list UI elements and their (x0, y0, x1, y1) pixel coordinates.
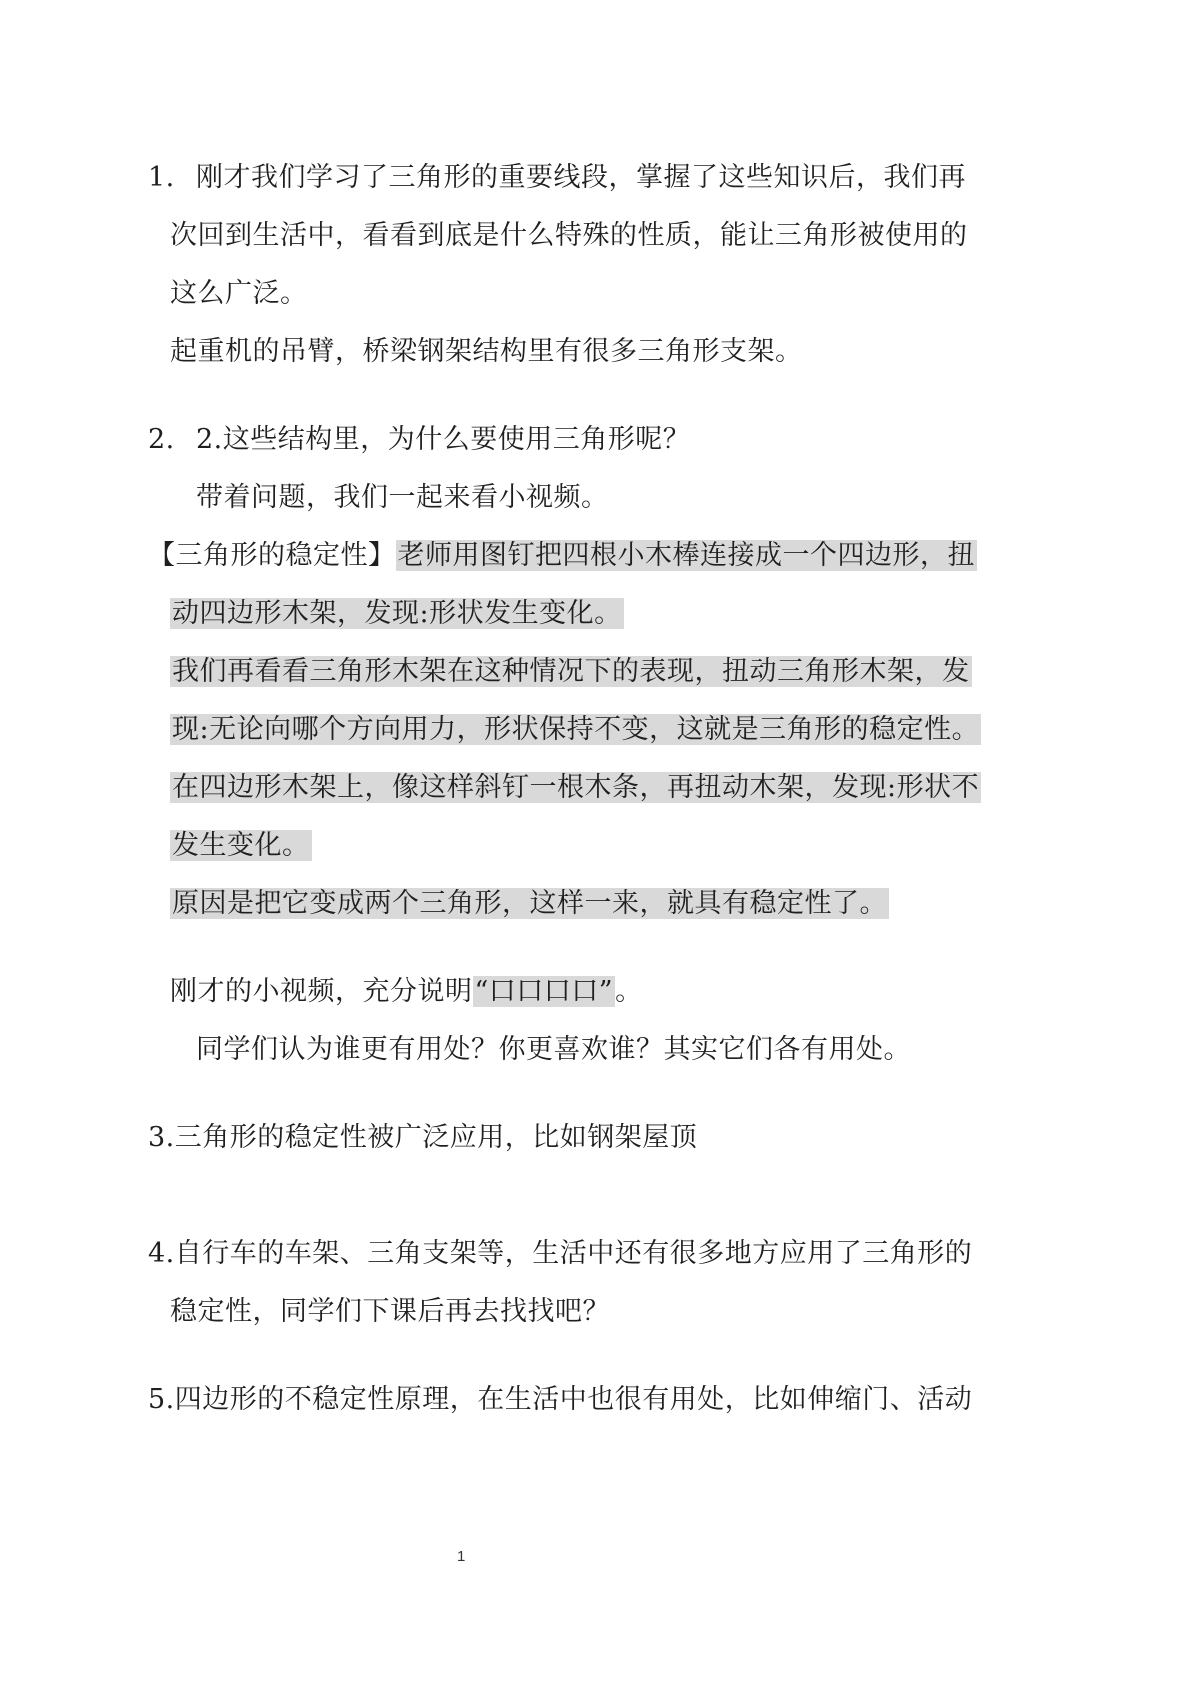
item-1-line-3: 这么广泛。 (170, 278, 308, 309)
highlighted-text: 动四边形木架，发现:形状发生变化。 (172, 598, 622, 629)
stability-block-line-2 (170, 596, 624, 632)
item-4-line-1: 4.自行车的车架、三角支架等，生活中还有很多地方应用了三角形的 (148, 1238, 973, 1269)
item-1-sub: 起重机的吊臂，桥梁钢架结构里有很多三角形支架。 (170, 336, 803, 367)
video-summary-suffix: 。 (615, 976, 643, 1007)
highlighted-text: 发生变化。 (172, 830, 310, 861)
stability-block-line-3 (170, 654, 972, 690)
item-2-number: 2. (148, 424, 175, 455)
video-summary-quote: “口口口口” (474, 976, 614, 1007)
highlighted-text: 在四边形木架上，像这样斜钉一根木条，再扭动木架，发现:形状不 (172, 772, 980, 803)
highlighted-text: 现:无论向哪个方向用力，形状保持不变，这就是三角形的稳定性。 (172, 714, 980, 745)
item-3: 3.三角形的稳定性被广泛应用，比如钢架屋顶 (148, 1122, 698, 1153)
stability-block-line-7 (170, 886, 889, 922)
page-number: 1 (457, 1548, 466, 1565)
stability-block-line-1 (148, 538, 977, 574)
video-summary-prefix: 刚才的小视频，充分说明 (170, 976, 473, 1007)
item-1-line-1: 刚才我们学习了三角形的重要线段，掌握了这些知识后，我们再 (196, 162, 966, 193)
stability-heading: 【三角形的稳定性】 (148, 540, 396, 571)
item-2-sub: 带着问题，我们一起来看小视频。 (196, 482, 609, 513)
highlighted-text: 原因是把它变成两个三角形，这样一来，就具有稳定性了。 (172, 888, 887, 919)
video-summary (170, 974, 643, 1010)
highlighted-text: 老师用图钉把四根小木棒连接成一个四边形，扭 (397, 540, 975, 571)
item-1-number: 1. (148, 162, 175, 193)
stability-block-line-5 (170, 770, 981, 806)
highlighted-text: 我们再看看三角形木架在这种情况下的表现，扭动三角形木架，发 (172, 656, 970, 687)
item-1-line-2: 次回到生活中，看看到底是什么特殊的性质，能让三角形被使用的 (170, 220, 968, 251)
item-2-question: 2.这些结构里，为什么要使用三角形呢？ (196, 424, 691, 455)
stability-block-line-4 (170, 712, 981, 748)
question-line: 同学们认为谁更有用处？你更喜欢谁？其实它们各有用处。 (196, 1034, 911, 1065)
stability-block-line-6 (170, 828, 312, 864)
item-4-line-2: 稳定性，同学们下课后再去找找吧？ (170, 1296, 610, 1327)
item-5: 5.四边形的不稳定性原理，在生活中也很有用处，比如伸缩门、活动 (148, 1384, 973, 1415)
